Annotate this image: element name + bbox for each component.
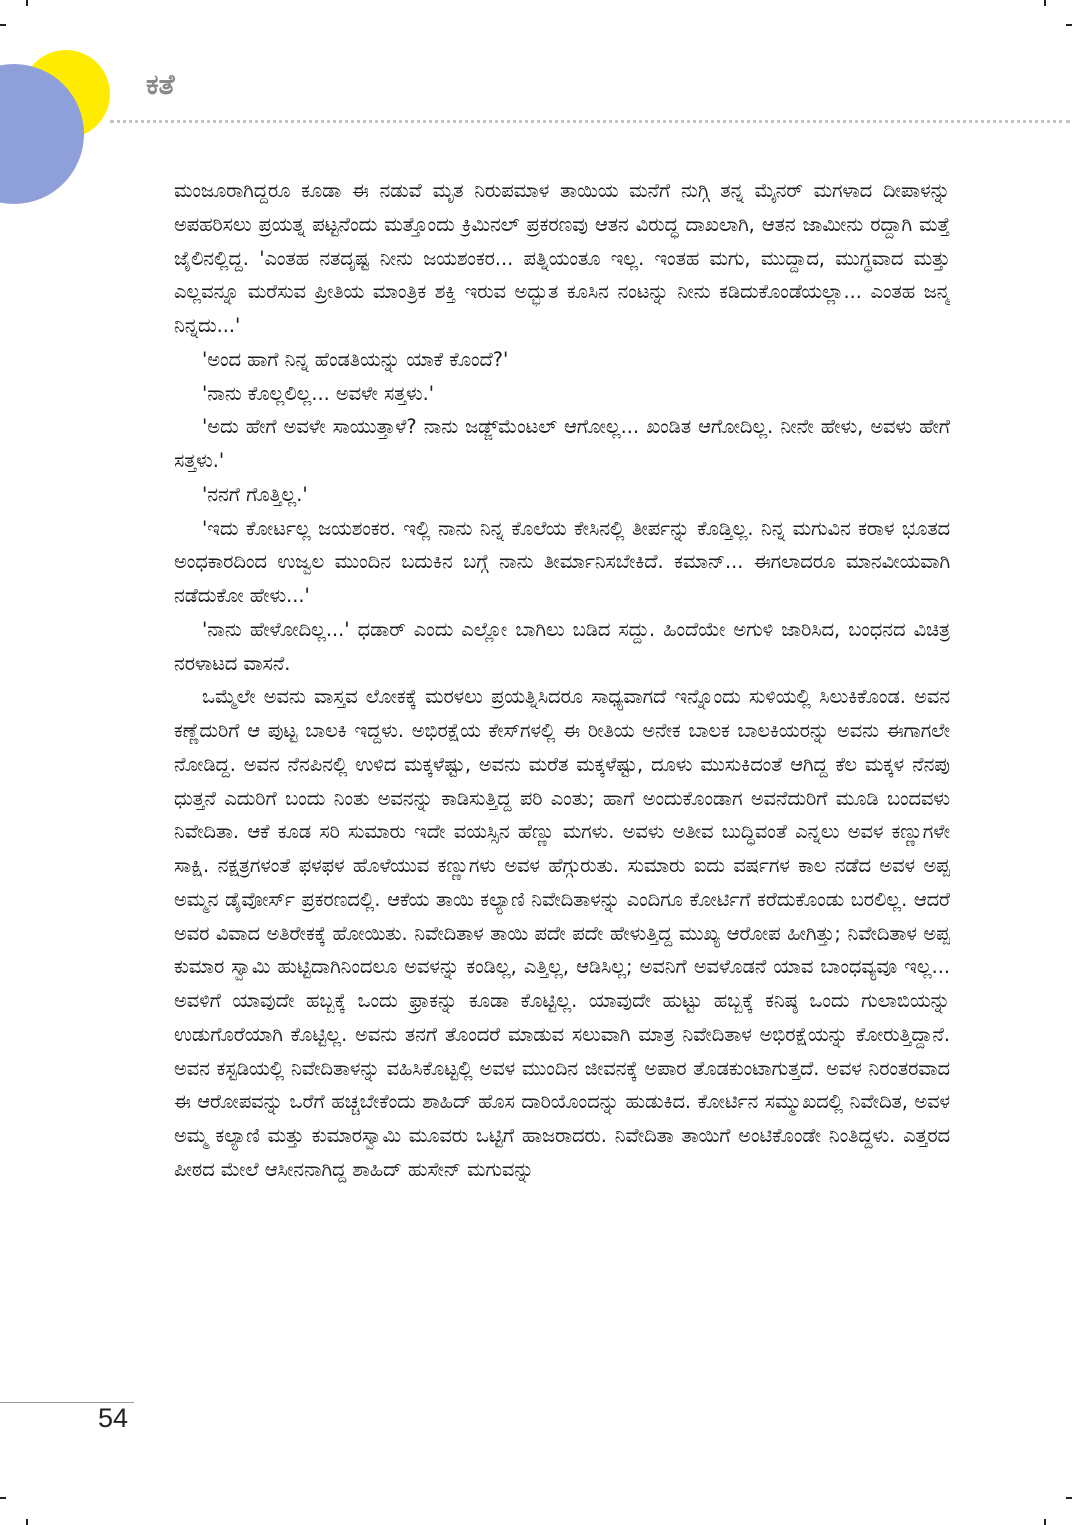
crop-mark-bottom-left-side xyxy=(0,1497,6,1499)
story-body xyxy=(174,174,950,1392)
paragraph: 'ಅಂದ ಹಾಗೆ ನಿನ್ನ ಹೆಂಡತಿಯನ್ನು ಯಾಕೆ ಕೊಂದೆ?' xyxy=(202,347,509,371)
crop-mark-top-left xyxy=(26,0,28,6)
paragraph: 'ಇದು ಕೋರ್ಟಲ್ಲ ಜಯಶಂಕರ. ಇಲ್ಲಿ ನಾನು ನಿನ್ನ ಕೊಲೆಯ ಕೇಸಿನಲ್ಲಿ ತೀರ್ಪನ್ನು ಕೊಡ್ತಿಲ್ಲ. ನಿನ್ನ ಮಗುವಿನ ಕರಾಳ ಭೂತದ ಅಂಧಕಾರದಿಂದ ಉಜ್ವಲ ಮುಂದಿನ ಬದುಕಿನ ಬಗ್ಗೆ ನಾನು ತೀರ್ಮಾನಿಸಬೇಕಿದೆ. ಕಮಾನ್... ಈಗಲಾದರೂ ಮಾನವೀಯವಾಗಿ ನಡೆದುಕೋ ಹೇಳು...' xyxy=(174,516,950,607)
paragraph: ಮಂಜೂರಾಗಿದ್ದರೂ ಕೂಡಾ ಈ ನಡುವೆ ಮೃತ ನಿರುಪಮಾಳ ತಾಯಿಯ ಮನೆಗೆ ನುಗ್ಗಿ ತನ್ನ ಮೈನರ್ ಮಗಳಾದ ದೀಪಾಳನ್ನು ಅಪಹರಿಸಲು ಪ್ರಯತ್ನ ಪಟ್ಟನೆಂದು ಮತ್ತೊಂದು ಕ್ರಿಮಿನಲ್ ಪ್ರಕರಣವು ಆತನ ವಿರುದ್ಧ ದಾಖಲಾಗಿ, ಆತನ ಜಾಮೀನು ರದ್ದಾಗಿ ಮತ್ತೆ ಜೈಲಿನಲ್ಲಿದ್ದ. 'ಎಂತಹ ನತದೃಷ್ಟ ನೀನು ಜಯಶಂಕರ... ಪತ್ನಿಯಂತೂ ಇಲ್ಲ. ಇಂತಹ ಮಗು, ಮುದ್ದಾದ, ಮುಗ್ಧವಾದ ಮತ್ತು ಎಲ್ಲವನ್ನೂ ಮರೆಸುವ ಪ್ರೀತಿಯ ಮಾಂತ್ರಿಕ ಶಕ್ತಿ ಇರುವ ಅದ್ಭುತ ಕೂಸಿನ ನಂಟನ್ನು ನೀನು ಕಡಿದುಕೊಂಡೆಯಲ್ಲಾ... ಎಂತಹ ಜನ್ಮ ನಿನ್ನದು...' xyxy=(174,179,950,337)
paragraph: ಒಮ್ಮೆಲೇ ಅವನು ವಾಸ್ತವ ಲೋಕಕ್ಕೆ ಮರಳಲು ಪ್ರಯತ್ನಿಸಿದರೂ ಸಾಧ್ಯವಾಗದೆ ಇನ್ನೊಂದು ಸುಳಿಯಲ್ಲಿ ಸಿಲುಕಿಕೊಂಡ. ಅವನ ಕಣ್ಣೆದುರಿಗೆ ಆ ಪುಟ್ಟ ಬಾಲಕಿ ಇದ್ದಳು. ಅಭಿರಕ್ಷೆಯ ಕೇಸ್‌ಗಳಲ್ಲಿ ಈ ರೀತಿಯ ಅನೇಕ ಬಾಲಕ ಬಾಲಕಿಯರನ್ನು ಅವನು ಈಗಾಗಲೇ ನೋಡಿದ್ದ. ಅವನ ನೆನಪಿನಲ್ಲಿ ಉಳಿದ ಮಕ್ಕಳೆಷ್ಟು, ಅವನು ಮರೆತ ಮಕ್ಕಳೆಷ್ಟು, ದೂಳು ಮುಸುಕಿದಂತೆ ಆಗಿದ್ದ ಕೆಲ ಮಕ್ಕಳ ನೆನಪು ಧುತ್ತನೆ ಎದುರಿಗೆ ಬಂದು ನಿಂತು ಅವನನ್ನು ಕಾಡಿಸುತ್ತಿದ್ದ ಪರಿ ಎಂತು; ಹಾಗೆ ಅಂದುಕೊಂಡಾಗ ಅವನೆದುರಿಗೆ ಮೂಡಿ ಬಂದವಳು ನಿವೇದಿತಾ. ಆಕೆ ಕೂಡ ಸರಿ ಸುಮಾರು ಇದೇ ವಯಸ್ಸಿನ ಹೆಣ್ಣು ಮಗಳು. ಅವಳು ಅತೀವ ಬುದ್ಧಿವಂತೆ ಎನ್ನಲು ಅವಳ ಕಣ್ಣುಗಳೇ ಸಾಕ್ಷಿ. ನಕ್ಷತ್ರಗಳಂತೆ ಫಳಫಳ ಹೊಳೆಯುವ ಕಣ್ಣುಗಳು ಅವಳ ಹೆಗ್ಗುರುತು. ಸುಮಾರು ಐದು ವರ್ಷಗಳ ಕಾಲ ನಡೆದ ಅವಳ ಅಪ್ಪ ಅಮ್ಮನ ಡೈವೋರ್ಸ್ ಪ್ರಕರಣದಲ್ಲಿ. ಆಕೆಯ ತಾಯಿ ಕಲ್ಯಾಣಿ ನಿವೇದಿತಾಳನ್ನು ಎಂದಿಗೂ ಕೋರ್ಟಿಗೆ ಕರೆದುಕೊಂಡು ಬರಲಿಲ್ಲ. ಆದರೆ ಅವರ ವಿವಾದ ಅತಿರೇಕಕ್ಕೆ ಹೋಯಿತು. ನಿವೇದಿತಾಳ ತಾಯಿ ಪದೇ ಪದೇ ಹೇಳುತ್ತಿದ್ದ ಮುಖ್ಯ ಆರೋಪ ಹೀಗಿತ್ತು; ನಿವೇದಿತಾಳ ಅಪ್ಪ ಕುಮಾರ ಸ್ವಾಮಿ ಹುಟ್ಟಿದಾಗಿನಿಂದಲೂ ಅವಳನ್ನು ಕಂಡಿಲ್ಲ, ಎತ್ತಿಲ್ಲ, ಆಡಿಸಿಲ್ಲ; ಅವನಿಗೆ ಅವಳೊಡನೆ ಯಾವ ಬಾಂಧವ್ಯವೂ ಇಲ್ಲ... ಅವಳಿಗೆ ಯಾವುದೇ ಹಬ್ಬಕ್ಕೆ ಒಂದು ಫ್ರಾಕನ್ನು ಕೂಡಾ ಕೊಟ್ಟಿಲ್ಲ. ಯಾವುದೇ ಹುಟ್ಟು ಹಬ್ಬಕ್ಕೆ ಕನಿಷ್ಠ ಒಂದು ಗುಲಾಬಿಯನ್ನು ಉಡುಗೊರೆಯಾಗಿ ಕೊಟ್ಟಿಲ್ಲ. ಅವನು ತನಗೆ ತೊಂದರೆ ಮಾಡುವ ಸಲುವಾಗಿ ಮಾತ್ರ ನಿವೇದಿತಾಳ ಅಭಿರಕ್ಷೆಯನ್ನು ಕೋರುತ್ತಿದ್ದಾನೆ. ಅವನ ಕಸ್ಟಡಿಯಲ್ಲಿ ನಿವೇದಿತಾಳನ್ನು ವಹಿಸಿಕೊಟ್ಟಲ್ಲಿ ಅವಳ ಮುಂದಿನ ಜೀವನಕ್ಕೆ ಅಪಾರ ತೊಡಕುಂಟಾಗುತ್ತದೆ. ಅವಳ ನಿರಂತರವಾದ ಈ ಆರೋಪವನ್ನು ಒರೆಗೆ ಹಚ್ಚಬೇಕೆಂದು ಶಾಹಿದ್ ಹೊಸ ದಾರಿಯೊಂದನ್ನು ಹುಡುಕಿದ. ಕೋರ್ಟಿನ ಸಮ್ಮುಖದಲ್ಲಿ ನಿವೇದಿತ, ಅವಳ ಅಮ್ಮ ಕಲ್ಯಾಣಿ ಮತ್ತು ಕುಮಾರಸ್ವಾಮಿ ಮೂವರು ಒಟ್ಟಿಗೆ ಹಾಜರಾದರು. ನಿವೇದಿತಾ ತಾಯಿಗೆ ಅಂಟಿಕೊಂಡೇ ನಿಂತಿದ್ದಳು. ಎತ್ತರದ ಪೀಠದ ಮೇಲೆ ಆಸೀನನಾಗಿದ್ದ ಶಾಹಿದ್ ಹುಸೇನ್ ಮಗುವನ್ನು xyxy=(174,685,950,1181)
paragraph: 'ನನಗೆ ಗೊತ್ತಿಲ್ಲ.' xyxy=(202,482,308,506)
paragraph: 'ನಾನು ಕೊಲ್ಲಲಿಲ್ಲ... ಅವಳೇ ಸತ್ತಳು.' xyxy=(202,381,435,405)
crop-mark-top-right-side xyxy=(1066,24,1072,26)
crop-mark-bottom-right xyxy=(1044,1519,1046,1525)
crop-mark-bottom-left xyxy=(26,1519,28,1525)
paragraph: 'ಅದು ಹೇಗೆ ಅವಳೇ ಸಾಯುತ್ತಾಳೆ? ನಾನು ಜಡ್ಜ್‌ಮೆಂಟಲ್ ಆಗೋಲ್ಲ... ಖಂಡಿತ ಆಗೋದಿಲ್ಲ. ನೀನೇ ಹೇಳು, ಅವಳು ಹೇಗೆ ಸತ್ತಳು.' xyxy=(174,415,950,472)
crop-mark-top-right xyxy=(1044,0,1046,6)
decorative-circles xyxy=(0,50,112,210)
crop-mark-top-left-side xyxy=(0,24,6,26)
page-number: 54 xyxy=(98,1403,129,1433)
paragraph: 'ನಾನು ಹೇಳೋದಿಲ್ಲ...' ಧಡಾರ್ ಎಂದು ಎಲ್ಲೋ ಬಾಗಿಲು ಬಡಿದ ಸದ್ದು. ಹಿಂದೆಯೇ ಅಗುಳಿ ಜಾರಿಸಿದ, ಬಂಧನದ ವಿಚಿತ್ರ ನರಳಾಟದ ವಾಸನೆ. xyxy=(174,617,950,675)
crop-mark-bottom-right-side xyxy=(1066,1497,1072,1499)
section-label: ಕತೆ xyxy=(146,68,175,101)
header-dotted-rule xyxy=(110,120,1070,123)
